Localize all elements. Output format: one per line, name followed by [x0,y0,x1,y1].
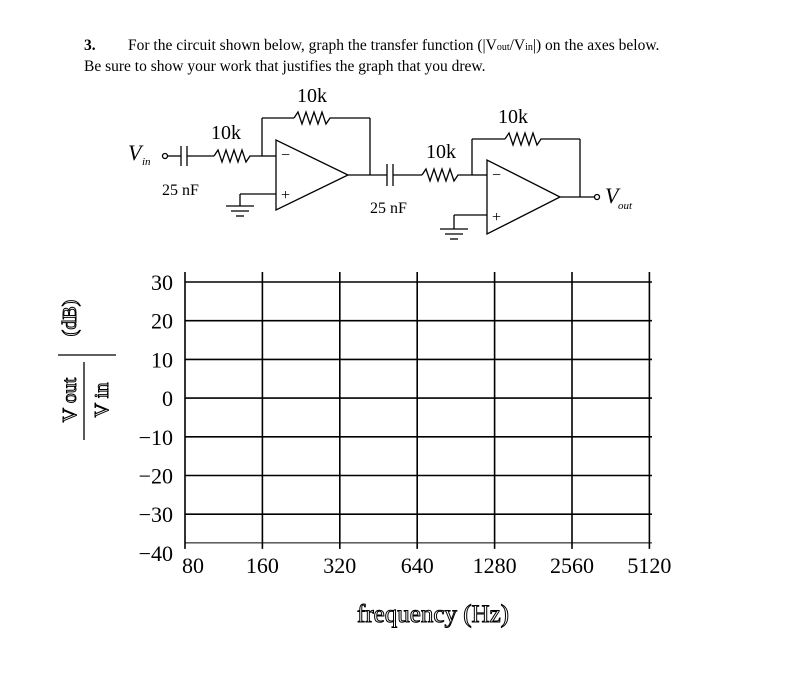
y-tick-label: 20 [151,308,173,334]
opamp-1-plus: + [281,187,291,204]
x-tick-label: 640 [400,552,434,578]
problem-number: 3. [84,37,96,54]
y-axis-label-unit: (dB) [59,299,81,337]
y-tick-label: −40 [138,540,173,566]
problem-sub-in: in [525,42,533,53]
capacitor-2-label: 25 nF [370,200,407,217]
resistor-2-input-label: 10k [426,141,456,163]
resistor-1-feedback-label: 10k [297,85,327,107]
vout-sub: out [618,200,633,212]
resistor-2-feedback-label: 10k [498,106,528,128]
y-tick-label: −30 [138,502,173,528]
problem-text-1c: |) on the axes below. [532,37,660,54]
resistor-1-input-label: 10k [211,122,241,144]
y-tick-label: 30 [151,270,173,295]
y-tick-label: −20 [138,463,173,489]
x-tick-label: 320 [323,552,357,578]
y-tick-label: 10 [151,347,173,373]
x-tick-label: 1280 [472,552,517,578]
problem-text-1a: For the circuit shown below, graph the transfer function (|V [128,37,497,54]
x-tick-label: 2560 [550,552,594,578]
y-tick-label: −10 [138,424,173,450]
vout-label: V [605,183,619,208]
x-axis-label: frequency (Hz) [357,601,509,628]
problem-sub-out: out [496,42,510,53]
problem-line-2: Be sure to show your work that justifies the graph that you drew. [84,58,486,75]
x-tick-label: 80 [182,552,204,578]
vin-label: V [128,140,142,165]
problem-text-1b: /V [509,37,526,54]
vin-sub: in [142,156,151,168]
x-tick-label: 5120 [627,552,672,578]
capacitor-1-label: 25 nF [162,182,199,199]
opamp-2-minus: − [492,167,502,184]
y-axis-label-denominator: V in [91,382,113,418]
y-axis-label [58,300,116,440]
opamp-1-minus: − [281,147,291,164]
y-tick-label: 0 [162,386,173,412]
opamp-2-plus: + [492,209,502,226]
x-tick-label: 160 [245,552,279,578]
y-axis-label-numerator: V out [59,377,81,423]
